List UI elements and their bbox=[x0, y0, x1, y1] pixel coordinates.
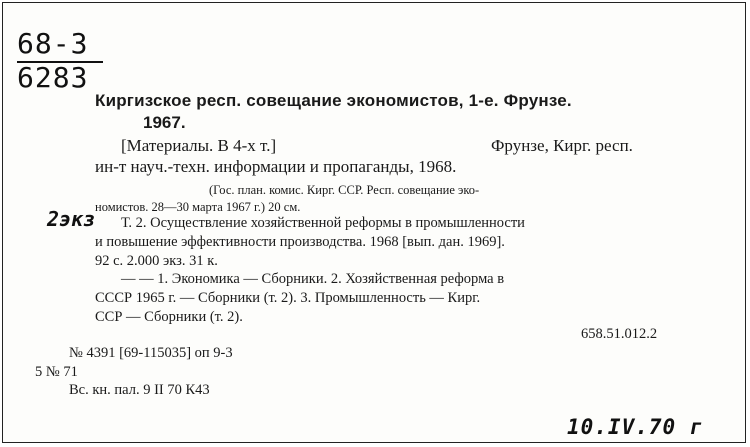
shelfmark-top: 68-3 bbox=[17, 27, 89, 60]
note-line-2: номистов. 28—30 марта 1967 г.) 20 см. bbox=[95, 200, 301, 214]
record-line-2: 5 № 71 bbox=[35, 364, 78, 380]
record-line-1: № 4391 [69-115035] оп 9-3 bbox=[69, 345, 233, 361]
handwritten-date: 10.IV.70 г bbox=[567, 415, 704, 439]
pub-line-2: ин-т науч.-техн. информации и пропаганды, 1968. bbox=[95, 157, 457, 176]
handwritten-note: 2экз bbox=[47, 207, 96, 231]
record-line-3: Вс. кн. пал. 9 II 70 К43 bbox=[69, 382, 210, 398]
pub-line-1-left: [Материалы. В 4-х т.] bbox=[121, 136, 277, 155]
class-number: 658.51.012.2 bbox=[581, 326, 658, 342]
card-heading: Киргизское респ. совещание экономистов, 1-е. Фрунзе. bbox=[95, 91, 572, 110]
pub-line-1-right: Фрунзе, Кирг. респ. bbox=[491, 136, 633, 155]
subject-line-3: ССР — Сборники (т. 2). bbox=[95, 309, 243, 325]
shelfmark-bottom: 6283 bbox=[17, 61, 89, 94]
heading-year: 1967. bbox=[143, 113, 186, 132]
catalog-card bbox=[2, 2, 746, 443]
vol-line-2: и повышение эффективности производства. 1968 [вып. дан. 1969]. bbox=[95, 234, 505, 250]
vol-line-1: Т. 2. Осуществление хозяйственной реформы в промышленности bbox=[121, 215, 525, 231]
vol-line-3: 92 с. 2.000 экз. 31 к. bbox=[95, 253, 218, 269]
subject-line-1: — — 1. Экономика — Сборники. 2. Хозяйственная реформа в bbox=[121, 271, 505, 287]
subject-line-2: СССР 1965 г. — Сборники (т. 2). 3. Промышленность — Кирг. bbox=[95, 290, 481, 306]
note-line-1: (Гос. план. комис. Кирг. ССР. Респ. совещание эко- bbox=[209, 183, 480, 197]
